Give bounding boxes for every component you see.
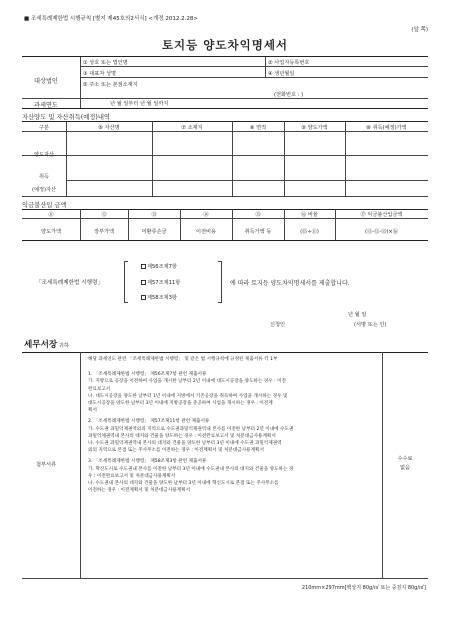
assets-row-planned: (예정)자산 <box>31 187 57 193</box>
assets-header-area: ⑧ 면적 <box>249 125 267 131</box>
period-value: 년 월 일부터 년 월 일까지 <box>110 101 169 107</box>
recipient <box>24 338 69 350</box>
income-number-rule <box>22 218 428 219</box>
top-thick-rule <box>22 56 428 57</box>
income-bottom-rule <box>22 240 428 241</box>
assets-row-acquired: 취득 <box>38 174 50 180</box>
declaration-option-1[interactable] <box>141 263 177 270</box>
filer-section-label: 대상법인 <box>34 78 58 85</box>
attach-line: 이전하는 경우 : 이전계획서 및 처분대금사용계획서 <box>88 488 191 494</box>
assets-section-title: 자산양도 및 자산취득(예정)내역 <box>22 114 110 121</box>
option-2-label: 제57조제11항 <box>147 280 181 286</box>
income-section-title: 익금불산입 금액 <box>22 202 67 209</box>
assets-col-2 <box>152 121 153 196</box>
filer-mid-divider <box>265 57 266 77</box>
attach-line: 가. 혁신도시로 수도권내 본사를 이전한 날부터 3년 이내에 수도권내 본사의 대지와 건물을 양도하는 경 <box>88 466 294 472</box>
filer-rule-1 <box>80 66 428 67</box>
attach-line: 우 : 이전완료보고서 및 처분대금사용계획서 <box>88 473 176 479</box>
assets-header-location: ⑦ 소재지 <box>181 125 203 131</box>
income-label-acquisition: 취득가액 등 <box>244 229 272 235</box>
attach-line: 1. 「조세특례제한법 시행령」 제56조제7항 관련 제출서류 <box>88 372 207 378</box>
attach-line: 완료보고서 <box>88 386 111 392</box>
attach-bottom-rule <box>22 578 428 579</box>
assets-col-4 <box>284 121 285 196</box>
income-num-16: ⑯ 비율 <box>301 212 318 218</box>
attach-line: 획서 <box>88 408 97 414</box>
attach-line: 가. 수도권 과밀억제권역외의 지역으로 수도권과밀억제권역내 본사를 이전한 날부터 2년 이내에 수도권 <box>88 426 294 432</box>
bracket-right <box>218 261 222 303</box>
assets-header-acquisition-price: ⑩ 취득(예정)가액 <box>366 125 407 131</box>
attach-line: 2. 「조세특례제한법 시행령」 제57조제11항 관련 제출서류 <box>88 419 210 425</box>
field-business-number: ② 사업자등록번호 <box>268 60 310 66</box>
option-1-checkbox[interactable] <box>141 264 146 269</box>
income-label-sale-price: 양도가액 <box>40 229 62 235</box>
income-num-12: ⑫ <box>101 212 107 218</box>
declaration-applicant: 신청인 <box>270 322 286 328</box>
form-id: ■ 조세특례제한법 시행규칙 [별지 제45호의2서식] <개정 2012.2.28> <box>24 16 198 22</box>
option-3-checkbox[interactable] <box>141 295 146 300</box>
period-label: 과세연도 <box>34 102 58 109</box>
attach-line: 나. 대도시공장을 양도한 날부터 1년 이내에 지방에서 기존공장을 취득하여 사업을 개시하는 경우 및 <box>88 393 288 399</box>
page-title: 토지등 양도차익명세서 <box>161 38 289 52</box>
attach-top-rule <box>22 352 428 353</box>
declaration-text: 에 따라 토지등 양도차익명세서를 제출합니다. <box>230 280 350 287</box>
declaration-option-2[interactable] <box>141 279 180 286</box>
fee-value: 없음 <box>399 465 411 471</box>
income-label-book-value: 장부가액 <box>93 229 115 235</box>
declaration-date: 년 월 일 <box>348 312 367 318</box>
income-num-15: ⑮ <box>255 212 261 218</box>
field-birth-date: ④ 생년월일 <box>268 71 295 77</box>
period-divider <box>80 98 81 108</box>
field-address: ⑤ 주소 또는 본점소재지 <box>83 82 138 88</box>
bracket-left <box>124 261 128 303</box>
assets-col-3 <box>232 121 233 196</box>
income-num-14: ⑭ <box>203 212 209 218</box>
attach-line: 3. 「조세특례제한법 시행령」 제58조제3항 관련 제출서류 <box>88 459 207 465</box>
assets-row-sold: 양도자산 <box>33 152 55 158</box>
assets-col-5 <box>345 121 346 196</box>
attach-line: 외의 지역으로 본점 또는 주사무소를 이전하는 경우 : 이전계획서 및 처분대금사용계획서 <box>88 448 264 454</box>
income-label-unreflux: 미환류손금 <box>141 229 167 235</box>
income-num-17: ⑰ 익금불산입금액 <box>360 212 403 218</box>
paper-spec: 210mm×297mm[백상지 80g/㎡ 또는 중질지 80g/㎡] <box>301 585 426 591</box>
assets-header-sale-price: ⑨ 양도가액 <box>301 125 328 131</box>
declaration-sign: (서명 또는 인) <box>354 322 387 328</box>
income-num-13: ⑬ <box>151 212 157 218</box>
filer-divider <box>80 57 81 98</box>
assets-row-rule-2 <box>66 180 428 181</box>
assets-bottom-rule <box>22 196 428 197</box>
income-num-11: ⑪ <box>48 212 54 218</box>
field-phone: (전화번호 : ) <box>274 92 304 98</box>
attach-line: 나. 수도권 과밀억제권역내 본사의 대지와 건물을 양도한 날부터 3년 이내에 수도권 과밀억제권역 <box>88 441 282 447</box>
income-label-relocation-cost: 이전비용 <box>195 229 217 235</box>
declaration-law: 「조세특례제한법 시행령」 <box>36 280 104 286</box>
recipient-suffix: 귀하 <box>58 343 69 349</box>
assets-header-rule <box>22 131 428 132</box>
assets-col-1 <box>66 121 67 196</box>
filer-rule-3 <box>22 98 428 99</box>
attach-label: 첨부서류 <box>36 462 57 468</box>
attach-line: 해당 과세연도 관련 「조세특례제한법 시행령」 및 같은 법 시행규칙에 규정된 제출서류 각 1부 <box>88 357 278 362</box>
fee-label: 수수료 <box>397 456 413 462</box>
attach-line: 나. 수도권내 본사의 대지와 건물을 양도한 날부터 3년 이내에 혁신도시로 본점 또는 주사무소를 <box>88 481 279 487</box>
recipient-office: 세무서장 <box>24 340 58 350</box>
page-side-note: (앞 쪽) <box>411 27 428 33</box>
option-2-checkbox[interactable] <box>141 280 146 285</box>
assets-header-type: 구분 <box>38 125 50 131</box>
field-representative: ③ 대표자 성명 <box>83 71 117 77</box>
declaration-option-3[interactable] <box>141 294 177 301</box>
attach-left-divider <box>80 352 81 578</box>
attach-line: 과밀억제권역내 본사의 대지와 건물을 양도하는 경우 : 이전완료보고서 및 처분대금사용계획서 <box>88 433 276 439</box>
option-3-label: 제58조제3항 <box>147 295 177 301</box>
assets-header-name: ⑥ 자산명 <box>98 125 120 131</box>
attach-line: 대도시공장을 양도한 날부터 3년 이내에 지방공장을 준공하여 사업을 개시하는 경우 : 이전계 <box>88 401 273 407</box>
income-top-rule <box>22 209 428 210</box>
filer-rule-2 <box>80 77 428 78</box>
attach-line: 가. 지방으로 공장을 이전하여 사업을 개시한 날부터 2년 이내에 대도시공장을 양도하는 경우 : 이전 <box>88 379 286 385</box>
assets-row-rule-1 <box>22 155 428 156</box>
option-1-label: 제56조제7항 <box>147 264 177 270</box>
attach-list <box>88 356 293 494</box>
period-bottom-rule <box>22 108 428 109</box>
assets-top-rule <box>22 121 428 122</box>
field-company-name: ① 상호 또는 법인명 <box>83 60 128 66</box>
income-label-excluded-amount: (⑪-⑫-⑬)×⑯ <box>365 229 398 235</box>
income-label-ratio: (⑮÷⑪) <box>300 229 319 235</box>
